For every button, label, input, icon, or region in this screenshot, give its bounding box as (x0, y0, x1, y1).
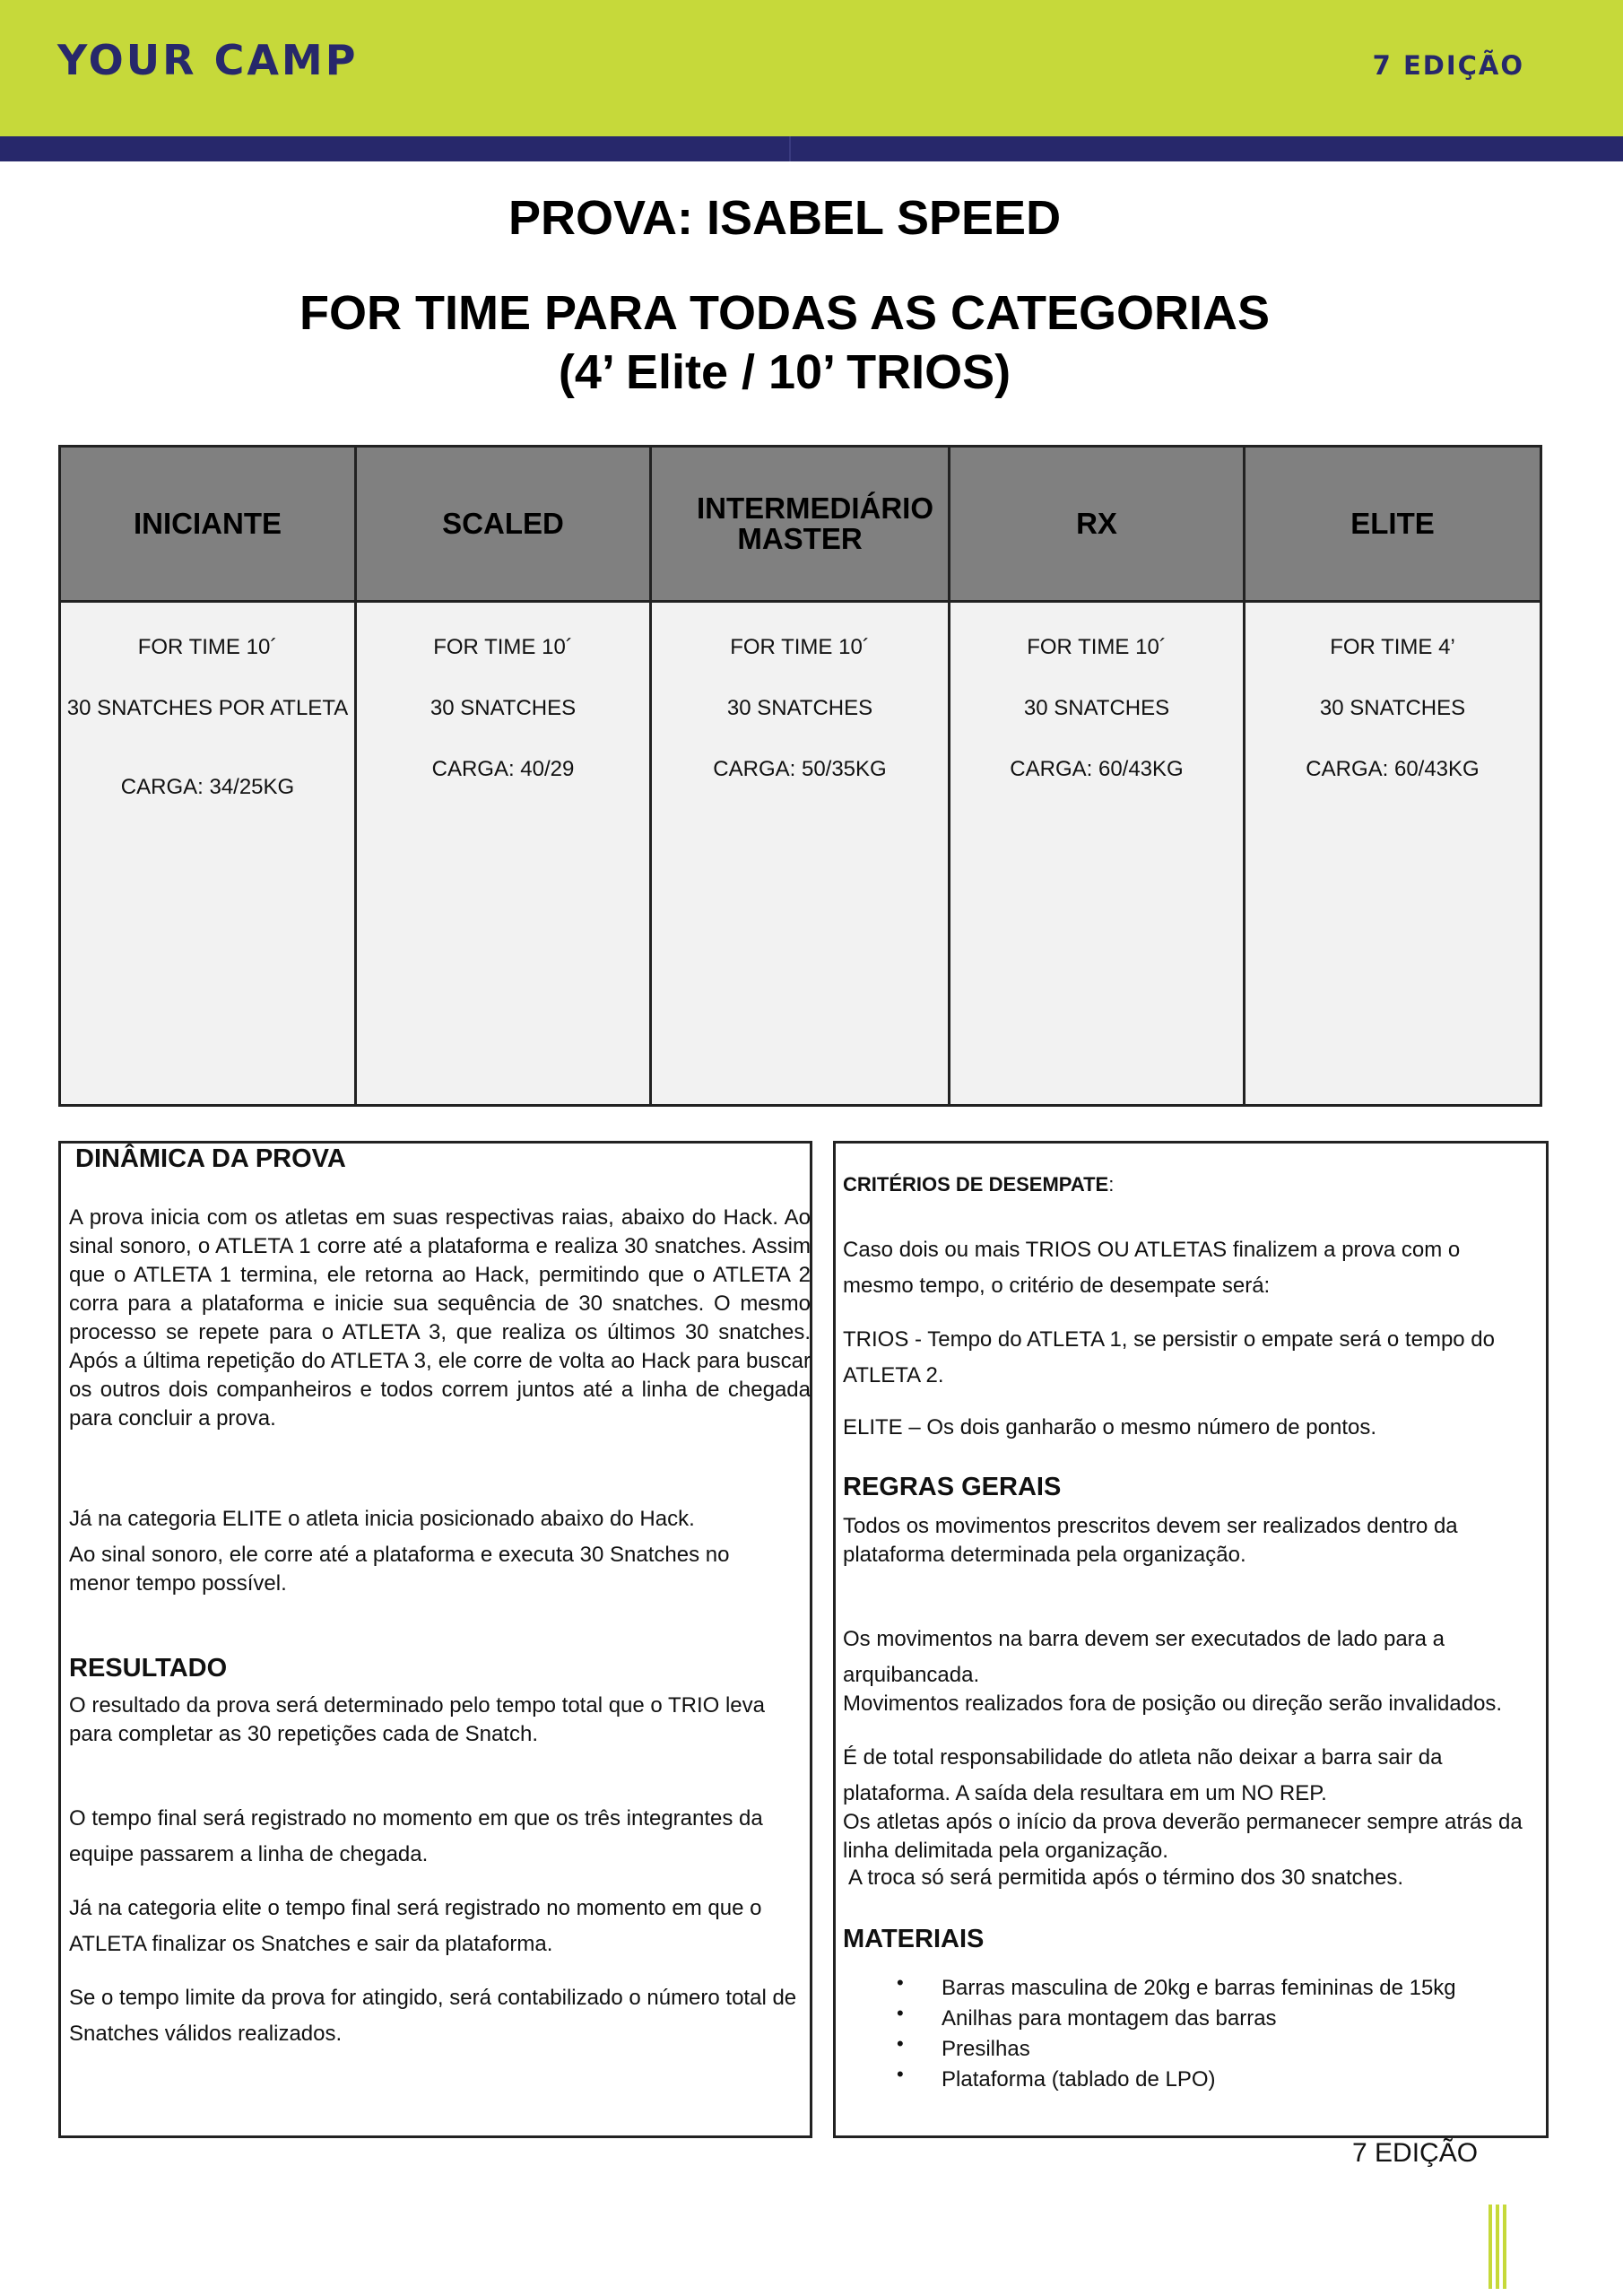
cell-line: FOR TIME 4’ (1330, 635, 1455, 659)
category-header-label: INTERMEDIÁRIO MASTER (697, 491, 933, 555)
category-header-scaled: SCALED (356, 447, 651, 602)
category-header-intermediario-master (651, 447, 950, 602)
resultado-paragraph-4: Se o tempo limite da prova for atingido, será contabilizado o número total de Snatches válidos realizados. (69, 1986, 797, 2046)
materiais-heading: MATERIAIS (843, 1925, 985, 1953)
regras-paragraph-5: Os atletas após o início da prova deverão permanecer sempre atrás da linha delimitada pela organização. (843, 1810, 1523, 1863)
edition-label: 7 EDIÇÃO (1372, 50, 1524, 81)
cell-line: 30 SNATCHES POR ATLETA (66, 696, 349, 720)
category-header-iniciante: INICIANTE (60, 447, 356, 602)
page-subtitle-detail: (4’ Elite / 10’ TRIOS) (558, 345, 1011, 399)
page-subtitle: FOR TIME PARA TODAS AS CATEGORIAS (299, 286, 1271, 340)
cell-line: 30 SNATCHES (726, 696, 873, 720)
regras-paragraph-2: Os movimentos na barra devem ser executados de lado para a arquibancada. (843, 1627, 1445, 1687)
cell-line: 30 SNATCHES (430, 696, 577, 720)
categories-table (58, 445, 1542, 1107)
cell-line: CARGA: 60/43KG (1010, 757, 1184, 781)
cell-line: 30 SNATCHES (1023, 696, 1170, 720)
regras-paragraph-4: É de total responsabilidade do atleta não deixar a barra sair da plataforma. A saída dela resultara em um NO REP. (843, 1745, 1443, 1805)
bullet-icon: • (897, 2063, 904, 2085)
bullet-icon: • (897, 2002, 904, 2024)
category-header-elite: ELITE (1245, 447, 1541, 602)
list-item (897, 2004, 1456, 2034)
list-item (897, 1973, 1456, 2004)
regras-paragraph-3: Movimentos realizados fora de posição ou direção serão invalidados. (843, 1692, 1503, 1716)
category-cell-rx (950, 602, 1245, 1106)
header-stripe (0, 136, 1623, 161)
table-row (60, 602, 1541, 1106)
regras-heading: REGRAS GERAIS (843, 1473, 1062, 1501)
criterios-heading-text: CRITÉRIOS DE DESEMPATE (843, 1173, 1109, 1196)
resultado-heading: RESULTADO (69, 1654, 228, 1683)
brand-logo-text: YOUR CAMP (57, 36, 359, 84)
criterios-paragraph-2: TRIOS - Tempo do ATLETA 1, se persistir o empate será o tempo do ATLETA 2. (843, 1327, 1495, 1387)
dinamica-paragraph-3: Ao sinal sonoro, ele corre até a plataforma e executa 30 Snatches no menor tempo possível. (69, 1543, 730, 1596)
resultado-paragraph-3: Já na categoria elite o tempo final será registrado no momento em que o ATLETA finalizar os Snatches e sair da plataforma. (69, 1896, 762, 1956)
criterios-paragraph-1: Caso dois ou mais TRIOS OU ATLETAS finalizem a prova com o mesmo tempo, o critério de desempate será: (843, 1238, 1461, 1298)
category-cell-intermediario-master (651, 602, 950, 1106)
regras-paragraph-1: Todos os movimentos prescritos devem ser realizados dentro da plataforma determinada pela organização. (843, 1514, 1458, 1567)
table-header-row (60, 447, 1541, 602)
materiais-item-text: Barras masculina de 20kg e barras femininas de 15kg (942, 1976, 1456, 2000)
materiais-item-text: Anilhas para montagem das barras (942, 2006, 1277, 2031)
footer-decoration-line (1488, 2205, 1492, 2289)
resultado-paragraph-1: O resultado da prova será determinado pelo tempo total que o TRIO leva para completar as 30 repetições cada de Snatch. (69, 1693, 766, 1746)
cell-line: CARGA: 60/43KG (1306, 757, 1480, 781)
list-item (897, 2034, 1456, 2065)
footer-decoration-line (1503, 2205, 1506, 2289)
category-header-rx: RX (950, 447, 1245, 602)
materiais-item-text: Presilhas (942, 2037, 1030, 2061)
cell-line: FOR TIME 10´ (1027, 635, 1167, 659)
cell-line: 30 SNATCHES (1319, 696, 1466, 720)
page-title: PROVA: ISABEL SPEED (508, 191, 1062, 245)
dinamica-heading: DINÂMICA DA PROVA (75, 1144, 346, 1173)
cell-line: CARGA: 40/29 (431, 757, 575, 781)
bullet-icon: • (897, 2032, 904, 2055)
bullet-icon: • (897, 1971, 904, 1994)
list-item (897, 2065, 1456, 2095)
materiais-list (897, 1973, 1456, 2095)
cell-line: FOR TIME 10´ (137, 635, 278, 659)
resultado-paragraph-2: O tempo final será registrado no momento em que os três integrantes da equipe passarem a linha de chegada. (69, 1806, 763, 1866)
criterios-paragraph-3: ELITE – Os dois ganharão o mesmo número de pontos. (843, 1415, 1376, 1439)
materiais-item-text: Plataforma (tablado de LPO) (942, 2067, 1216, 2092)
dinamica-paragraph-1: A prova inicia com os atletas em suas respectivas raias, abaixo do Hack. Ao sinal sonoro, o ATLETA 1 corre até a plataforma e realiza 30 snatches. Assim que o ATLETA 1 termina, ele retorna ao Hack, permitindo que o ATLETA 2 corra para a plataforma e inicie sua sequência de 30 snatches. O mesmo processo se repete para o ATLETA 3, que realiza os últimos 30 snatches. Após a última repetição do ATLETA 3, ele corre de volta ao Hack para buscar os outros dois companheiros e todos correm juntos até a linha de chegada para concluir a prova. (69, 1205, 811, 1431)
cell-line: CARGA: 50/35KG (713, 757, 887, 781)
cell-line: FOR TIME 10´ (730, 635, 870, 659)
footer-edition: 7 EDIÇÃO (1352, 2138, 1479, 2168)
category-cell-elite (1245, 602, 1541, 1106)
regras-paragraph-6: A troca só será permitida após o término dos 30 snatches. (848, 1866, 1403, 1890)
footer-decoration-line (1496, 2205, 1499, 2289)
cell-line: CARGA: 34/25KG (120, 775, 295, 799)
dinamica-paragraph-2: Já na categoria ELITE o atleta inicia posicionado abaixo do Hack. (69, 1507, 695, 1531)
category-cell-iniciante (60, 602, 356, 1106)
header-stripe-divider (789, 136, 791, 161)
criterios-heading: CRITÉRIOS DE DESEMPATE: (843, 1173, 1115, 1196)
cell-line: FOR TIME 10´ (433, 635, 573, 659)
category-cell-scaled (356, 602, 651, 1106)
